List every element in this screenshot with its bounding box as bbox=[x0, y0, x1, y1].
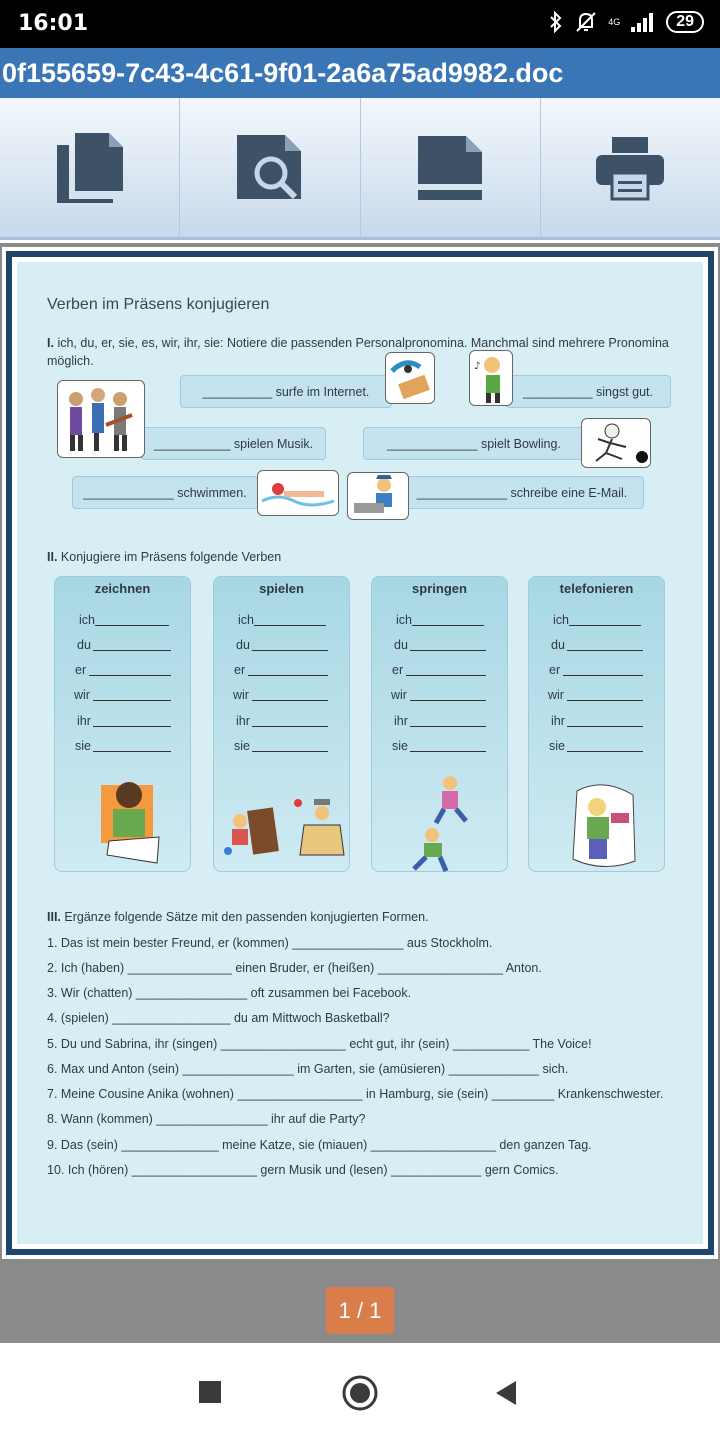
bluetooth-icon bbox=[548, 10, 564, 34]
pronoun: wir bbox=[548, 688, 564, 702]
pronoun: sie bbox=[234, 739, 250, 753]
pronoun: du bbox=[551, 638, 565, 652]
section-1-instruction: I. ich, du, er, sie, es, wir, ihr, sie: Notiere die passenden Personalpronomina. Manchmal sind mehrere Pronomina möglich. bbox=[47, 336, 669, 368]
document-filename: 0f155659-7c43-4c61-9f01-2a6a75ad9982.doc bbox=[2, 58, 564, 88]
status-icons bbox=[548, 10, 704, 34]
toolbar bbox=[0, 98, 720, 240]
page-indicator: 1 / 1 bbox=[326, 1287, 394, 1334]
page-frame bbox=[6, 251, 714, 1255]
drawing-boy-illustration bbox=[99, 775, 163, 869]
mute-bell-icon bbox=[574, 10, 598, 34]
pronoun: wir bbox=[233, 688, 249, 702]
copy-button[interactable] bbox=[0, 98, 180, 237]
pronoun: er bbox=[549, 663, 561, 677]
sentence: 10. Ich (hören) __________________ gern Musik und (lesen) _____________ gern Comics. bbox=[47, 1163, 559, 1177]
playing-kids-illustration bbox=[220, 795, 350, 859]
jumping-kids-illustration bbox=[406, 773, 478, 873]
page-view-button[interactable] bbox=[361, 98, 541, 237]
singer-illustration bbox=[469, 350, 513, 406]
network-type: 4G bbox=[608, 16, 621, 27]
worksheet bbox=[17, 262, 703, 1244]
exercise-box: ___________ spielen Musik. bbox=[141, 427, 326, 460]
pronoun: sie bbox=[549, 739, 565, 753]
worksheet-title: Verben im Präsens konjugieren bbox=[47, 296, 270, 313]
verb-heading: springen bbox=[412, 581, 467, 596]
pronoun: er bbox=[392, 663, 404, 677]
home-icon[interactable] bbox=[341, 1374, 379, 1412]
sentence: 9. Das (sein) ______________ meine Katze, sie (miauen) __________________ den ganzen Tag. bbox=[47, 1138, 592, 1152]
print-button[interactable] bbox=[541, 98, 720, 237]
sentence: 8. Wann (kommen) ________________ ihr auf die Party? bbox=[47, 1112, 366, 1126]
pronoun: du bbox=[77, 638, 91, 652]
pronoun: ihr bbox=[394, 714, 408, 728]
sentence: 4. (spielen) _________________ du am Mittwoch Basketball? bbox=[47, 1011, 390, 1025]
find-button[interactable] bbox=[180, 98, 360, 237]
navigation-bar bbox=[0, 1343, 720, 1440]
svg-text:♪: ♪ bbox=[474, 361, 481, 372]
title-bar bbox=[0, 48, 720, 98]
sentence: 3. Wir (chatten) ________________ oft zusammen bei Facebook. bbox=[47, 986, 412, 1000]
exercise-box: __________ surfe im Internet. bbox=[180, 375, 392, 408]
sentence: 2. Ich (haben) _______________ einen Bruder, er (heißen) __________________ Anton. bbox=[47, 961, 542, 975]
sentence: 7. Meine Cousine Anika (wohnen) __________________ in Hamburg, sie (sein) _________ Krankenschwester. bbox=[47, 1087, 664, 1101]
pronoun: wir bbox=[391, 688, 407, 702]
sentence: 1. Das ist mein bester Freund, er (kommen) ________________ aus Stockholm. bbox=[47, 936, 493, 950]
pronoun: ich bbox=[238, 613, 254, 627]
phone-call-illustration bbox=[567, 781, 641, 871]
pronoun: ihr bbox=[236, 714, 250, 728]
exercise-box: _____________ spielt Bowling. bbox=[363, 427, 585, 460]
swimmer-illustration bbox=[257, 470, 339, 516]
document-viewer[interactable] bbox=[0, 243, 720, 1343]
battery-level: 29 bbox=[666, 11, 704, 33]
verb-heading: spielen bbox=[259, 581, 304, 596]
verb-column-telefonieren bbox=[528, 576, 665, 872]
print-icon bbox=[594, 135, 666, 201]
band-illustration bbox=[57, 380, 145, 458]
internet-surfer-illustration bbox=[385, 352, 435, 404]
pronoun: du bbox=[394, 638, 408, 652]
clock: 16:01 bbox=[18, 11, 89, 36]
verb-column-springen bbox=[371, 576, 508, 872]
document-page bbox=[2, 247, 718, 1259]
pronoun: ihr bbox=[551, 714, 565, 728]
signal-icon bbox=[630, 11, 656, 33]
pronoun: sie bbox=[75, 739, 91, 753]
pronoun: du bbox=[236, 638, 250, 652]
pronoun: wir bbox=[74, 688, 90, 702]
verb-column-spielen bbox=[213, 576, 350, 872]
sentence: 6. Max und Anton (sein) ________________ im Garten, sie (amüsieren) _____________ sich. bbox=[47, 1062, 569, 1076]
section-3-instruction: III. Ergänze folgende Sätze mit den passenden konjugierten Formen. bbox=[47, 910, 429, 924]
sentence: 5. Du und Sabrina, ihr (singen) __________________ echt gut, ihr (sein) ___________ The Voice! bbox=[47, 1037, 592, 1051]
pronoun: sie bbox=[392, 739, 408, 753]
pronoun: ich bbox=[553, 613, 569, 627]
recents-icon[interactable] bbox=[198, 1380, 222, 1404]
document-icon bbox=[416, 134, 484, 202]
pronoun: er bbox=[75, 663, 87, 677]
copy-icon bbox=[55, 131, 125, 205]
verb-column-zeichnen bbox=[54, 576, 191, 872]
pronoun: ihr bbox=[77, 714, 91, 728]
verb-heading: zeichnen bbox=[94, 581, 151, 596]
back-icon[interactable] bbox=[494, 1380, 518, 1406]
section-2-instruction: II. Konjugiere im Präsens folgende Verben bbox=[47, 550, 282, 564]
pronoun: ich bbox=[79, 613, 95, 627]
pronoun: ich bbox=[396, 613, 412, 627]
exercise-box: _____________ schwimmen. bbox=[72, 476, 258, 509]
email-writer-illustration bbox=[347, 472, 409, 520]
bowler-illustration bbox=[581, 418, 651, 468]
verb-heading: telefonieren bbox=[559, 581, 634, 596]
pronoun: er bbox=[234, 663, 246, 677]
find-icon bbox=[235, 133, 305, 203]
exercise-box: __________ singst gut. bbox=[505, 375, 671, 408]
exercise-box: _____________ schreibe eine E-Mail. bbox=[400, 476, 644, 509]
status-bar bbox=[0, 0, 720, 48]
